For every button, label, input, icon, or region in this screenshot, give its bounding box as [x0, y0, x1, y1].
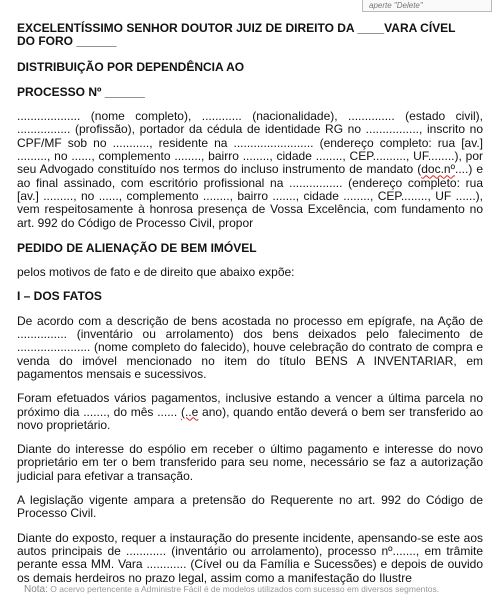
footer-note-text: O acervo pertencente a Administre Fácil é de modelos utilizados com sucesso em diversos segmentos. [50, 584, 440, 594]
process-number-heading: PROCESSO Nº ______ [17, 84, 145, 99]
facts-paragraph-3: Diante do interesse do espólio em receber o último pagamento e interesse do novo proprietário em ter o bem transferido para seu nome, necessário se faz a autorização judicial para efetivar a transação. [17, 442, 483, 483]
court-header-line1: EXCELENTÍSSIMO SENHOR DOUTOR JUIZ DE DIREITO DA ____VARA CÍVEL [17, 21, 456, 35]
court-header-line2: DO FORO ______ [17, 34, 117, 49]
facts-paragraph-4: A legislação vigente ampara a pretensão do Requerente no art. 992 do Código de Processo Civil. [17, 493, 483, 521]
petition-body [17, 22, 483, 585]
facts-paragraph-1: De acordo com a descrição de bens acostada no processo em epígrafe, na Ação de ............... (inventário ou arrolamento) dos bens deixados pelo falecimento de ...................... (nome completo do falecido), houve celebração do contrato de compra e venda do imóvel mencionado no item do título BENS A INVENTARIAR, em pagamentos mensais e sucessivos. [17, 313, 483, 381]
qualification-text-2: ....) e ao final assinado, com escritório profissional na ................ (endereço completo: rua [av.] ........., no ......, complemento ........, bairro ......., cidade ........, CEP........, UF ......), vem respeitosamente à honrosa presença de Vossa Excelência, com fundamento no art. 992 do Código de Processo Civil, propor [17, 162, 483, 230]
spellcheck-word: (..e [180, 404, 199, 419]
facts-paragraph-2 [17, 392, 483, 432]
section-heading-facts: I – DOS FATOS [17, 289, 102, 304]
facts-paragraph-2-text-b: ano), quando então deverá o bem ser transferido ao novo proprietário. [17, 404, 483, 432]
facts-paragraph-5: Diante do exposto, requer a instauração do presente incidente, apensando-se este aos autos principais de ............ (inventário ou arrolamento), processo nº......., em trâmite perante essa MM. Vara ............ (Cível ou da Família e Sucessões) e depois de ouvido os demais herdeiros no prazo legal, assim como a manifestação do Ilustre [17, 530, 483, 585]
grounds-intro: pelos motivos de fato e de direito que abaixo expõe: [17, 265, 295, 280]
facts-paragraph-2-text-a: Foram efetuados vários pagamentos, inclusive estando a vencer a última parcela no próximo dia ......., do mês ...... [17, 391, 483, 419]
footer-note-label: Nota: [24, 584, 48, 595]
request-title: PEDIDO DE ALIENAÇÃO DE BEM IMÓVEL [17, 240, 257, 255]
qualification-text-1: ................... (nome completo), ............ (nacionalidade), .............. (estado civil), ................ (profissão), portador da cédula de identidade RG no ................, inscrito no CPF/MF sob no ..........., residente na ........................ (endereço completo: rua [av.] ........., no ......, complemento ........, bairro ........, cidade ........, CEP.........., UF........), por seu Advogado constituído nos termos do incluso instrumento de mandato ( [17, 109, 483, 177]
qualification-paragraph [17, 110, 483, 230]
distribution-heading: DISTRIBUIÇÃO POR DEPENDÊNCIA AO [17, 59, 245, 74]
delete-tooltip: aperte "Delete" [362, 0, 492, 12]
footer-note [24, 584, 494, 595]
spellcheck-word: doc.nº [421, 162, 455, 177]
